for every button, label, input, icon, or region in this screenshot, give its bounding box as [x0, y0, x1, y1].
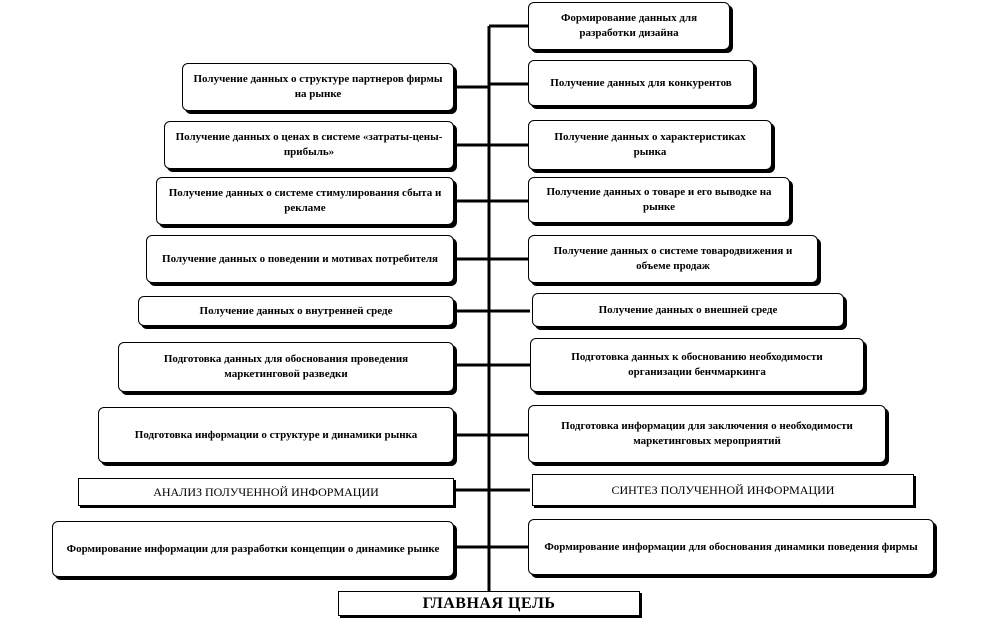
node-right-1 — [528, 2, 730, 50]
node-left-analysis — [78, 478, 454, 506]
node-label: Получение данных о системе стимулирования сбыта и рекламе — [168, 187, 442, 214]
node-label: АНАЛИЗ ПОЛУЧЕННОЙ ИНФОРМАЦИИ — [153, 484, 379, 499]
node-left-4 — [146, 235, 454, 283]
node-right-7 — [530, 338, 864, 392]
node-label: СИНТЕЗ ПОЛУЧЕННОЙ ИНФОРМАЦИИ — [611, 482, 835, 497]
node-left-2 — [164, 121, 454, 169]
main-goal-box — [338, 591, 640, 616]
node-label: Подготовка данных для обоснования проведения маркетинговой разведки — [163, 353, 409, 380]
node-label: Получение данных о ценах в системе «затраты-цены-прибыль» — [175, 131, 443, 158]
node-label: Получение данных о внутренней среде — [199, 304, 393, 317]
node-label: Формирование информации для обоснования динамики поведения фирмы — [544, 540, 918, 553]
node-label: Подготовка информации для заключения о необходимости маркетинговых мероприятий — [561, 420, 853, 447]
node-right-2 — [528, 60, 754, 106]
node-label: Получение данных о поведении и мотивах потребителя — [162, 252, 438, 265]
node-left-3 — [156, 177, 454, 225]
node-left-6 — [118, 342, 454, 392]
node-label: Формирование данных для разработки дизайна — [560, 12, 698, 39]
node-right-5 — [528, 235, 818, 283]
node-label: Получение данных о системе товародвижения и объеме продаж — [553, 245, 793, 272]
node-label: Подготовка данных к обоснованию необходимости организации бенчмаркинга — [571, 351, 823, 378]
main-goal-label: ГЛАВНАЯ ЦЕЛЬ — [422, 594, 556, 612]
node-right-6 — [532, 293, 844, 327]
node-left-9 — [52, 521, 454, 577]
node-label: Получение данных о внешней среде — [598, 303, 778, 316]
node-left-7 — [98, 407, 454, 463]
node-left-1 — [182, 63, 454, 111]
node-right-4 — [528, 177, 790, 223]
node-right-8 — [528, 405, 886, 463]
node-label: Получение данных для конкурентов — [550, 76, 732, 89]
node-label: Получение данных о товаре и его выводке на рынке — [546, 186, 772, 213]
node-label: Получение данных о характеристиках рынка — [554, 131, 746, 158]
node-right-10 — [528, 519, 934, 575]
node-right-synthesis — [532, 474, 914, 506]
node-left-5 — [138, 296, 454, 326]
node-label: Подготовка информации о структуре и динамики рынка — [134, 428, 418, 441]
node-right-3 — [528, 120, 772, 170]
node-label: Получение данных о структуре партнеров фирмы на рынке — [193, 73, 443, 100]
node-label: Формирование информации для разработки концепции о динамике рынке — [66, 542, 440, 555]
